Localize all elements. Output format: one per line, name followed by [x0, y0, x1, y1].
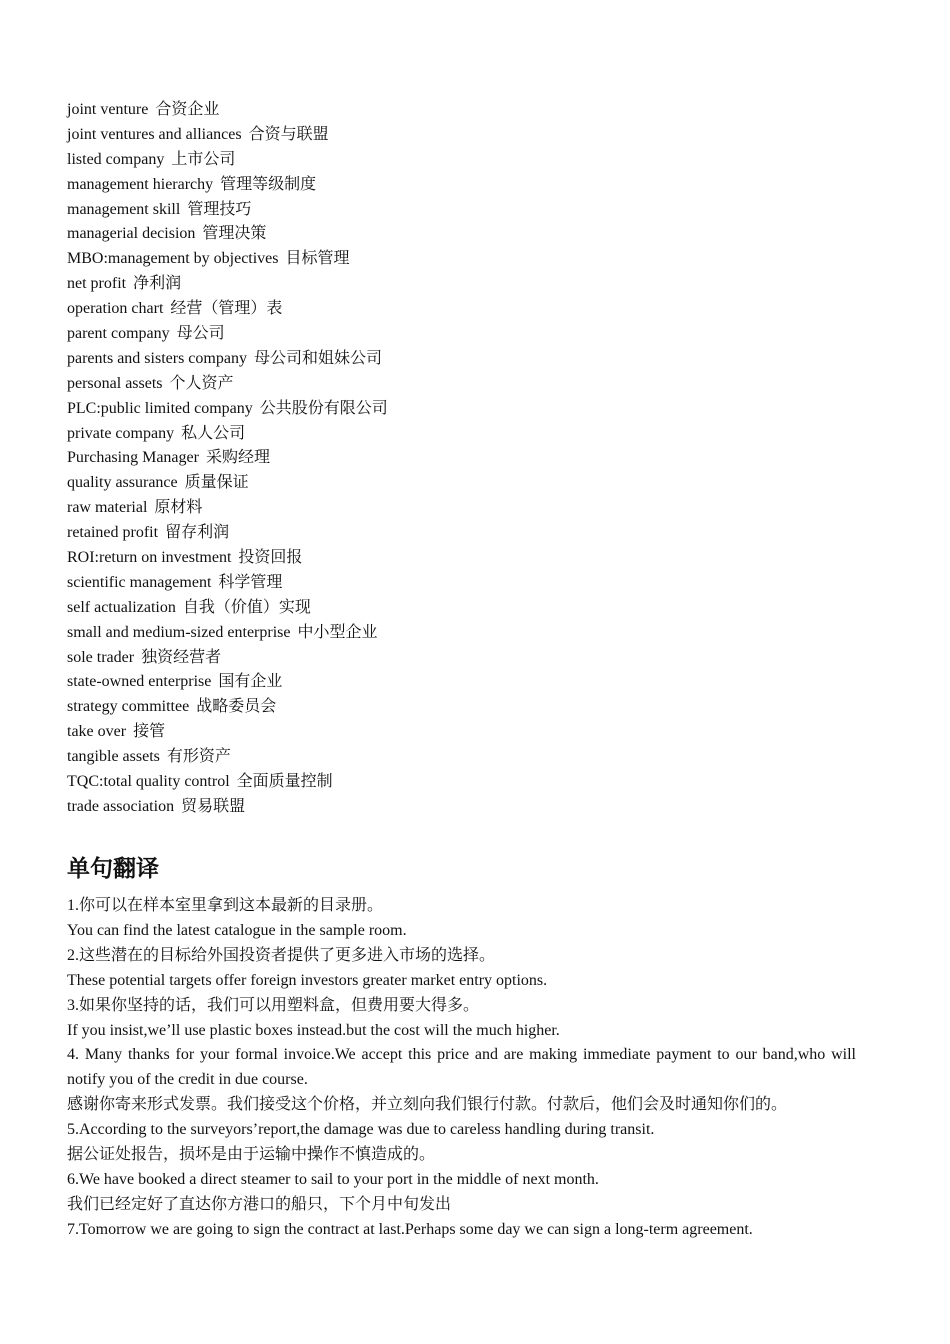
vocab-term-en: ROI:return on investment [67, 549, 232, 567]
vocab-term-zh: 接管 [133, 723, 166, 741]
vocab-term-en: tangible assets [67, 748, 160, 766]
vocab-item [67, 770, 856, 795]
vocab-term-zh: 独资经营者 [141, 648, 222, 666]
vocab-term-zh: 母公司 [176, 325, 225, 343]
vocab-term-en: parent company [67, 325, 170, 343]
vocab-term-en: small and medium-sized enterprise [67, 623, 291, 641]
vocab-term-en: private company [67, 424, 175, 442]
vocab-term-en: management hierarchy [67, 175, 214, 193]
vocab-term-zh: 国有企业 [218, 673, 283, 691]
vocab-term-en: retained profit [67, 524, 159, 542]
vocab-term-en: joint venture [67, 101, 149, 118]
vocab-term-zh: 合资企业 [155, 101, 220, 118]
vocab-term-zh: 留存利润 [165, 524, 230, 542]
vocab-term-en: Purchasing Manager [67, 449, 199, 467]
sentence-en: These potential targets offer foreign investors greater market entry options. [67, 971, 548, 989]
vocab-term-en: listed company [67, 150, 165, 168]
vocab-item [67, 795, 856, 820]
vocab-item [67, 471, 856, 496]
vocab-term-zh: 管理等级制度 [220, 175, 317, 193]
vocab-term-zh: 采购经理 [205, 449, 270, 467]
vocab-item [67, 148, 856, 173]
vocab-term-zh: 上市公司 [171, 150, 236, 168]
vocab-term-zh: 投资回报 [238, 549, 303, 567]
vocab-term-zh: 净利润 [133, 275, 182, 293]
vocab-term-zh: 科学管理 [218, 573, 283, 591]
vocab-item [67, 272, 856, 297]
vocab-item [67, 670, 856, 695]
vocab-term-en: state-owned enterprise [67, 673, 212, 691]
vocab-term-en: personal assets [67, 374, 163, 392]
vocab-term-en: strategy committee [67, 698, 190, 716]
sentence-en: 6.We have booked a direct steamer to sail to your port in the middle of next month. [67, 1170, 599, 1188]
vocab-item [67, 322, 856, 347]
vocab-term-en: joint ventures and alliances [67, 125, 242, 143]
vocab-item [67, 123, 856, 148]
section-heading: 单句翻译 [67, 856, 159, 882]
vocab-item [67, 297, 856, 322]
vocab-term-en: take over [67, 723, 127, 741]
vocab-item [67, 173, 856, 198]
vocab-term-zh: 原材料 [154, 499, 203, 517]
vocab-term-en: sole trader [67, 648, 135, 666]
vocab-term-zh: 质量保证 [184, 474, 249, 492]
vocab-term-en: MBO:management by objectives [67, 250, 279, 268]
vocab-term-zh: 贸易联盟 [181, 797, 246, 815]
vocab-term-en: net profit [67, 275, 127, 293]
sentence-zh: 3.如果你坚持的话，我们可以用塑料盒，但费用要大得多。 [67, 996, 480, 1014]
sentence-en: If you insist,we’ll use plastic boxes instead.but the cost will the much higher. [67, 1021, 560, 1039]
vocab-item [67, 695, 856, 720]
sentence-zh: 据公证处报告，损坏是由于运输中操作不慎造成的。 [67, 1146, 436, 1164]
sentence-en: You can find the latest catalogue in the sample room. [67, 921, 407, 939]
sentence-en: 7.Tomorrow we are going to sign the contract at last.Perhaps some day we can sign a long-term agreement. [67, 1220, 753, 1238]
vocab-term-zh: 战略委员会 [196, 698, 277, 716]
vocab-item [67, 422, 856, 447]
vocab-term-zh: 公共股份有限公司 [259, 399, 388, 417]
vocab-item [67, 521, 856, 546]
vocab-term-en: quality assurance [67, 474, 178, 492]
vocab-term-en: trade association [67, 797, 175, 815]
sentence-zh: 2.这些潜在的目标给外国投资者提供了更多进入市场的选择。 [67, 946, 496, 964]
sentence-zh: 我们已经定好了直达你方港口的船只，下个月中旬发出 [67, 1195, 452, 1213]
sentence-zh: 1.你可以在样本室里拿到这本最新的目录册。 [67, 897, 384, 914]
vocab-item [67, 745, 856, 770]
vocab-item [67, 397, 856, 422]
vocab-term-zh: 有形资产 [166, 748, 231, 766]
vocab-term-zh: 目标管理 [285, 250, 350, 268]
vocab-term-en: raw material [67, 499, 148, 517]
vocab-term-zh: 合资与联盟 [248, 125, 329, 143]
sentence-en: 4. Many thanks for your formal invoice.We accept this price and are making immediate payment to our band,who will notify you of the credit in due course. [67, 1046, 856, 1089]
vocab-item [67, 222, 856, 247]
vocab-term-zh: 自我（价值）实现 [182, 598, 311, 616]
vocab-term-en: TQC:total quality control [67, 773, 230, 791]
vocab-term-en: managerial decision [67, 225, 196, 243]
vocab-item [67, 372, 856, 397]
vocab-term-zh: 经营（管理）表 [170, 300, 283, 318]
vocab-item [67, 347, 856, 372]
vocab-term-zh: 母公司和姐妹公司 [253, 349, 382, 367]
vocab-item [67, 98, 856, 123]
vocab-term-en: scientific management [67, 573, 212, 591]
vocab-term-zh: 个人资产 [169, 374, 234, 392]
vocabulary-list [67, 98, 856, 820]
vocab-term-zh: 全面质量控制 [236, 773, 333, 791]
vocab-term-en: PLC:public limited company [67, 399, 253, 417]
sentence-en: 5.According to the surveyors’report,the damage was due to careless handling during transit. [67, 1121, 655, 1139]
vocab-term-zh: 管理决策 [202, 225, 267, 243]
vocab-item [67, 198, 856, 223]
vocab-item [67, 646, 856, 671]
vocab-term-en: operation chart [67, 300, 164, 318]
document-page [67, 98, 856, 1238]
vocab-item [67, 446, 856, 471]
vocab-term-en: management skill [67, 200, 181, 218]
sentence-translation-list [67, 894, 856, 1243]
vocab-item [67, 720, 856, 745]
vocab-item [67, 496, 856, 521]
vocab-item [67, 571, 856, 596]
sentence-zh: 感谢你寄来形式发票。我们接受这个价格，并立刻向我们银行付款。付款后，他们会及时通知你们的。 [67, 1096, 788, 1114]
vocab-term-zh: 管理技巧 [187, 200, 252, 218]
vocab-term-en: self actualization [67, 598, 176, 616]
vocab-term-en: parents and sisters company [67, 349, 247, 367]
vocab-item [67, 247, 856, 272]
vocab-term-zh: 中小型企业 [297, 623, 378, 641]
vocab-item [67, 621, 856, 646]
vocab-item [67, 596, 856, 621]
vocab-item [67, 546, 856, 571]
vocab-term-zh: 私人公司 [181, 424, 246, 442]
